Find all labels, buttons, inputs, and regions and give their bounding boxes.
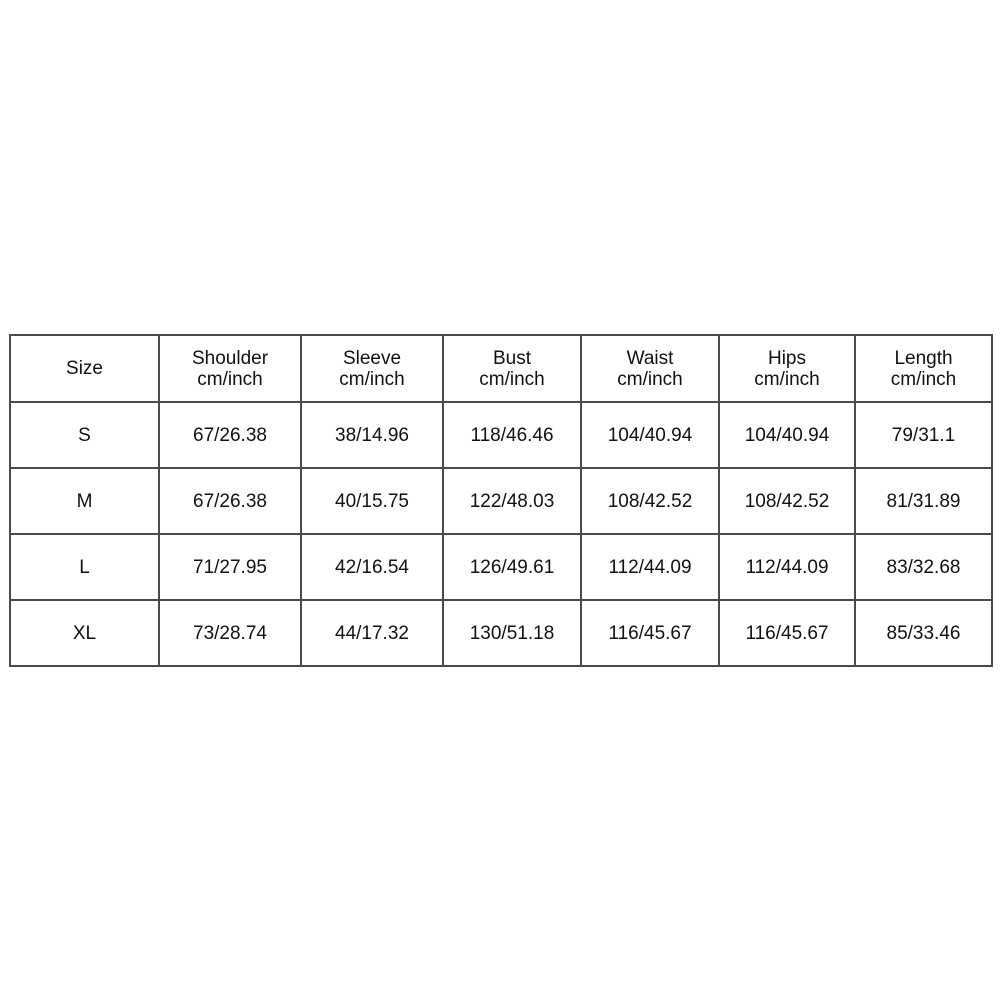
table-row-m [10, 468, 992, 534]
table-header [10, 335, 992, 402]
cell-sleeve: 40/15.75 [301, 468, 443, 534]
header-cell-shoulder [159, 335, 301, 402]
header-cell-size [10, 335, 159, 402]
header-label: Shoulder [191, 347, 269, 369]
header-label: Length [894, 347, 953, 369]
cell-sleeve: 44/17.32 [301, 600, 443, 666]
cell-length: 81/31.89 [855, 468, 992, 534]
cell-bust: 118/46.46 [443, 402, 581, 468]
table-row-s [10, 402, 992, 468]
size-chart-table [9, 334, 993, 667]
header-label: Sleeve [342, 347, 402, 369]
header-label: Size [66, 358, 103, 379]
cell-length: 79/31.1 [855, 402, 992, 468]
header-cell-bust [443, 335, 581, 402]
cell-hips: 116/45.67 [719, 600, 855, 666]
header-cell-length [855, 335, 992, 402]
cell-size: M [10, 468, 159, 534]
header-unit: cm/inch [890, 368, 957, 390]
table-row-xl [10, 600, 992, 666]
cell-waist: 104/40.94 [581, 402, 719, 468]
cell-hips: 108/42.52 [719, 468, 855, 534]
header-cell-waist [581, 335, 719, 402]
header-unit: cm/inch [617, 368, 683, 390]
cell-size: S [10, 402, 159, 468]
header-label: Bust [492, 347, 532, 369]
header-cell-hips [719, 335, 855, 402]
cell-shoulder: 67/26.38 [159, 402, 301, 468]
table-body [10, 402, 992, 666]
cell-hips: 112/44.09 [719, 534, 855, 600]
cell-length: 83/32.68 [855, 534, 992, 600]
header-unit: cm/inch [479, 368, 545, 390]
cell-bust: 126/49.61 [443, 534, 581, 600]
cell-hips: 104/40.94 [719, 402, 855, 468]
header-label: Waist [626, 347, 674, 369]
cell-size: L [10, 534, 159, 600]
header-unit: cm/inch [339, 368, 405, 390]
cell-length: 85/33.46 [855, 600, 992, 666]
cell-size: XL [10, 600, 159, 666]
cell-shoulder: 67/26.38 [159, 468, 301, 534]
header-unit: cm/inch [754, 368, 820, 390]
header-row [10, 335, 992, 402]
cell-bust: 122/48.03 [443, 468, 581, 534]
cell-waist: 108/42.52 [581, 468, 719, 534]
cell-shoulder: 71/27.95 [159, 534, 301, 600]
cell-waist: 116/45.67 [581, 600, 719, 666]
header-cell-sleeve [301, 335, 443, 402]
cell-waist: 112/44.09 [581, 534, 719, 600]
header-label: Hips [767, 347, 806, 369]
table-row-l [10, 534, 992, 600]
header-unit: cm/inch [197, 368, 263, 390]
cell-shoulder: 73/28.74 [159, 600, 301, 666]
cell-sleeve: 42/16.54 [301, 534, 443, 600]
cell-sleeve: 38/14.96 [301, 402, 443, 468]
cell-bust: 130/51.18 [443, 600, 581, 666]
